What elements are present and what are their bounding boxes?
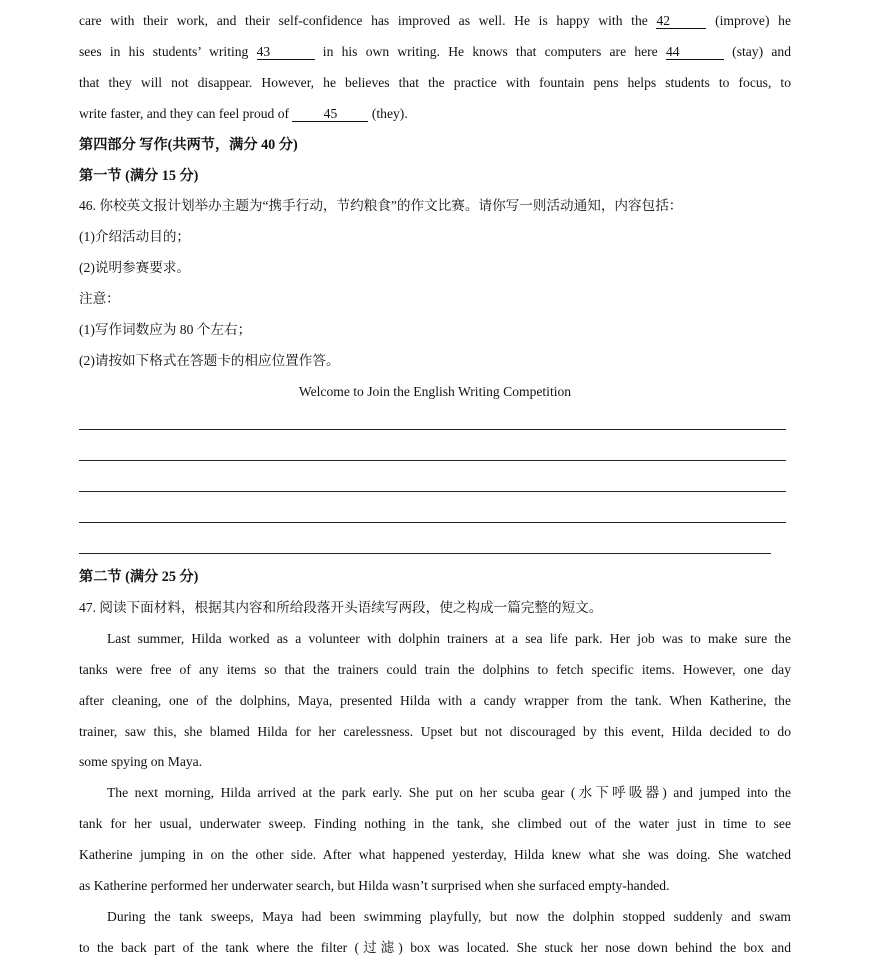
requirement-item bbox=[79, 258, 791, 278]
answer-blank: 44 bbox=[666, 44, 724, 60]
passage-text: that they will not disappear. However, he believes that the practice with fountain pens helps students to focus, to bbox=[79, 74, 791, 90]
note-item-text: (1)写作词数应为 80 个左右； bbox=[79, 322, 252, 337]
passage-line bbox=[79, 104, 791, 124]
requirement-item bbox=[79, 227, 791, 247]
passage-line bbox=[79, 73, 791, 93]
passage-text: (stay) and bbox=[723, 43, 791, 59]
story-text: tank for her usual, underwater sweep. Finding nothing in the tank, she climbed out of the water just in time to see bbox=[79, 816, 791, 832]
answer-writing-line bbox=[79, 460, 786, 461]
answer-writing-line bbox=[79, 522, 786, 523]
story-line bbox=[79, 629, 791, 649]
question-46 bbox=[79, 196, 791, 216]
passage-text: write faster, and they can feel proud of bbox=[79, 105, 293, 121]
story-line bbox=[79, 907, 791, 927]
story-line bbox=[79, 814, 791, 834]
answer-blank: 45 bbox=[292, 106, 368, 122]
passage-line bbox=[79, 11, 791, 31]
story-line bbox=[79, 845, 791, 865]
section-heading-text: 第一节 (满分 15 分) bbox=[79, 167, 199, 184]
part-heading bbox=[79, 135, 791, 155]
story-text: to the back part of the tank where the filter (过滤) box was located. She stuck her nose down behind the box and bbox=[79, 939, 791, 955]
story-text: trainer, saw this, she blamed Hilda for her carelessness. Upset but not discouraged by this event, Hilda decided to do bbox=[79, 723, 791, 739]
story-text: During the tank sweeps, Maya had been swimming playfully, but now the dolphin stopped suddenly and swam bbox=[107, 908, 791, 924]
story-text: The next morning, Hilda arrived at the park early. She put on her scuba gear (水下呼吸器) and jumped into the bbox=[107, 785, 791, 801]
note-item-text: (2)请按如下格式在答题卡的相应位置作答。 bbox=[79, 352, 340, 368]
question-47-text: 47. 阅读下面材料，根据其内容和所给段落开头语续写两段，使之构成一篇完整的短文。 bbox=[79, 599, 603, 615]
story-line bbox=[79, 691, 791, 711]
story-text: some spying on Maya. bbox=[79, 754, 203, 770]
question-47 bbox=[79, 598, 791, 618]
passage-text: in his own writing. He knows that computers are here bbox=[314, 43, 666, 59]
passage-text: (they). bbox=[368, 105, 408, 121]
part-heading-text: 第四部分 写作(共两节，满分 40 分) bbox=[79, 136, 298, 153]
story-text: Katherine jumping in on the other side. After what happened yesterday, Hilda knew what she was doing. She watched bbox=[79, 847, 791, 863]
answer-writing-line bbox=[79, 429, 786, 430]
story-line bbox=[79, 876, 791, 896]
story-line bbox=[79, 752, 791, 772]
note-item bbox=[79, 351, 791, 371]
section-heading-text: 第二节 (满分 25 分) bbox=[79, 569, 199, 585]
passage-text: sees in his students’ writing bbox=[79, 43, 257, 59]
story-text: as Katherine performed her underwater search, but Hilda wasn’t surprised when she surfaced empty-handed. bbox=[79, 878, 670, 893]
story-line bbox=[79, 722, 791, 742]
passage-line bbox=[79, 42, 791, 62]
answer-blank: 43 bbox=[257, 44, 315, 60]
requirement-item-text: (2)说明参赛要求。 bbox=[79, 260, 191, 276]
question-46-text: 46. 你校英文报计划举办主题为“携手行动，节约粮食”的作文比赛。请你写一则活动通知，内容包括： bbox=[79, 198, 683, 214]
answer-writing-line bbox=[79, 491, 786, 492]
answer-blank: 42 bbox=[656, 13, 706, 29]
passage-text: care with their work, and their self-confidence has improved as well. He is happy with the bbox=[79, 13, 657, 28]
story-line bbox=[79, 783, 791, 803]
answer-writing-line bbox=[79, 553, 771, 554]
story-line bbox=[79, 938, 791, 958]
essay-title-text: Welcome to Join the English Writing Competition bbox=[298, 383, 572, 399]
essay-title bbox=[79, 382, 791, 402]
story-text: tanks were free of any items so that the trainers could train the dolphins to fetch specific items. However, one day bbox=[79, 661, 791, 677]
requirement-item-text: (1)介绍活动目的； bbox=[79, 229, 191, 245]
section-heading bbox=[79, 567, 791, 587]
story-text: Last summer, Hilda worked as a volunteer with dolphin trainers at a sea life park. Her job was to make sure the bbox=[107, 630, 791, 646]
note-label-text: 注意： bbox=[79, 291, 120, 307]
note-item bbox=[79, 320, 791, 340]
passage-text: (improve) he bbox=[706, 13, 791, 28]
section-heading bbox=[79, 166, 791, 186]
story-line bbox=[79, 660, 791, 680]
story-text: after cleaning, one of the dolphins, Maya, presented Hilda with a candy wrapper from the tank. When Katherine, the bbox=[79, 692, 791, 708]
note-label bbox=[79, 289, 791, 309]
